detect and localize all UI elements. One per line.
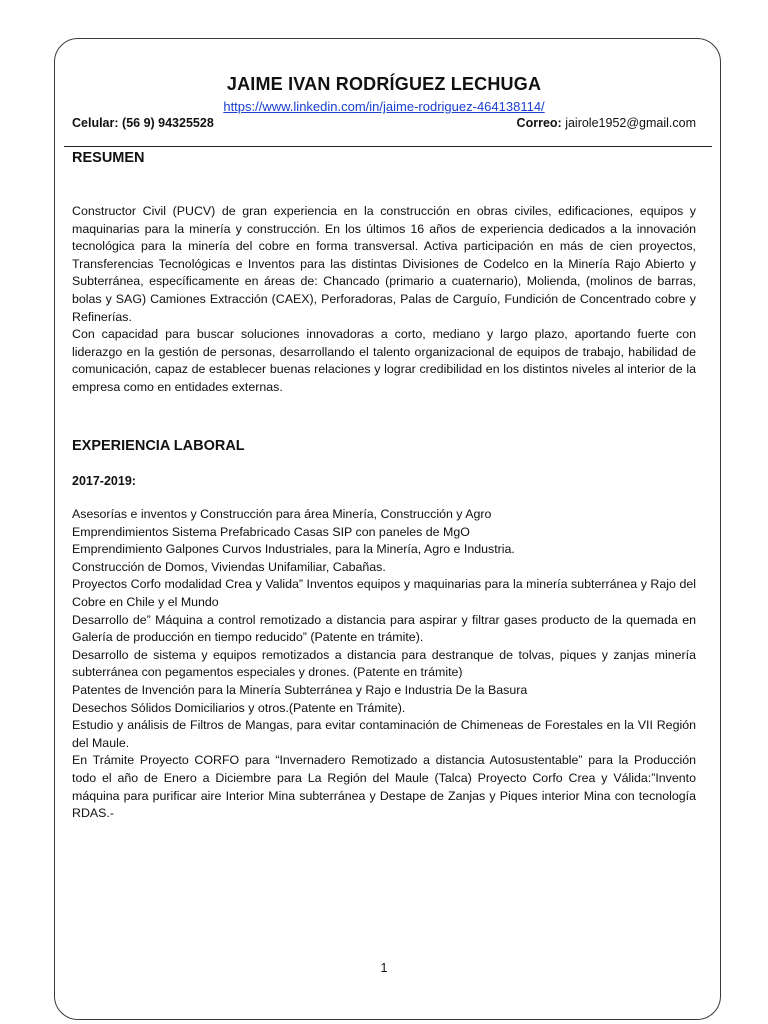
phone-label: Celular: [72, 116, 119, 130]
email-label: Correo: [516, 116, 562, 130]
experience-item: Emprendimientos Sistema Prefabricado Casas SIP con paneles de MgO [72, 524, 470, 539]
summary-text [72, 203, 696, 397]
experience-item: Construcción de Domos, Viviendas Unifamiliar, Cabañas. [72, 559, 386, 574]
experience-item: Desarrollo de sistema y equipos remotizados a distancia para destranque de tolvas, piques y zanjas minería subterránea con pegamentos especiales y drones. (Patente en trámite) [72, 647, 696, 680]
experience-period: 2017-2019: [72, 474, 136, 488]
experience-item: Desarrollo de” Máquina a control remotizado a distancia para aspirar y filtrar gases producto de la quemada en Galería de producción en tiempo reducido” (Patente en trámite). [72, 612, 696, 645]
experience-list [72, 506, 696, 823]
linkedin-link[interactable]: https://www.linkedin.com/in/jaime-rodriguez-464138114/ [223, 99, 545, 114]
experience-item: Estudio y análisis de Filtros de Mangas, para evitar contaminación de Chimeneas de Forestales en la VII Región del Maule. [72, 718, 696, 750]
experience-title: EXPERIENCIA LABORAL [72, 438, 245, 454]
experience-item: Desechos Sólidos Domiciliarios y otros.(Patente en Trámite). [72, 700, 406, 715]
experience-item: Asesorías e inventos y Construcción para área Minería, Construcción y Agro [72, 507, 492, 521]
summary-title: RESUMEN [72, 150, 145, 166]
phone-number: (56 9) 94325528 [122, 116, 214, 130]
phone-info [72, 116, 214, 130]
summary-paragraph: Con capacidad para buscar soluciones innovadoras a corto, mediano y largo plazo, aportando fuerte con liderazgo en la gestión de personas, desarrollando el talento organizacional de equipos de trabajo, habilidad de comunicación, capaz de establecer buenas relaciones y lograr credibilidad en los distintos niveles al interior de la empresa como en entidades externas. [72, 327, 696, 394]
contact-line [72, 116, 696, 130]
email-address: jairole1952@gmail.com [565, 116, 696, 130]
experience-item: En Trámite Proyecto CORFO para “Invernadero Remotizado a distancia Autosustentable” para la Producción todo el año de Enero a Diciembre para La Región del Maule (Talca) Proyecto Corfo Crea y Válida:”Invento máquina para purificar aire Interior Mina subterránea y Destape de Zanjas y Piques interior Mina con tecnología RDAS.- [72, 753, 696, 821]
header-divider [64, 146, 712, 147]
candidate-name: JAIME IVAN RODRÍGUEZ LECHUGA [226, 74, 542, 94]
experience-item: Emprendimiento Galpones Curvos Industriales, para la Minería, Agro e Industria. [72, 542, 515, 557]
page-number: 1 [380, 961, 388, 975]
experience-item: Proyectos Corfo modalidad Crea y Valida” Inventos equipos y maquinarias para la minería subterránea y Rajo del Cobre en Chile y el Mundo [72, 577, 696, 609]
email-info [517, 116, 696, 130]
summary-paragraph: Constructor Civil (PUCV) de gran experiencia en la construcción en obras civiles, edificaciones, equipos y maquinarias para la minería y construcción. En los últimos 16 años de experiencia dedicados a la innovación tecnológica para la minería del cobre en forma transversal. Activa participación en más de cien proyectos, Transferencias Tecnológicas e Inventos para las distintas Divisiones de Codelco en la Minería Rajo Abierto y Subterránea, específicamente en áreas de: Chancado (primario a cuaternario), Molienda, (molinos de barras, bolas y SAG) Camiones Extracción (CAEX), Perforadoras, Palas de Carguío, Fundición de Concentrado cobre y Refinerías. [72, 204, 696, 324]
experience-item: Patentes de Invención para la Minería Subterránea y Rajo e Industria De la Basura [72, 682, 528, 697]
